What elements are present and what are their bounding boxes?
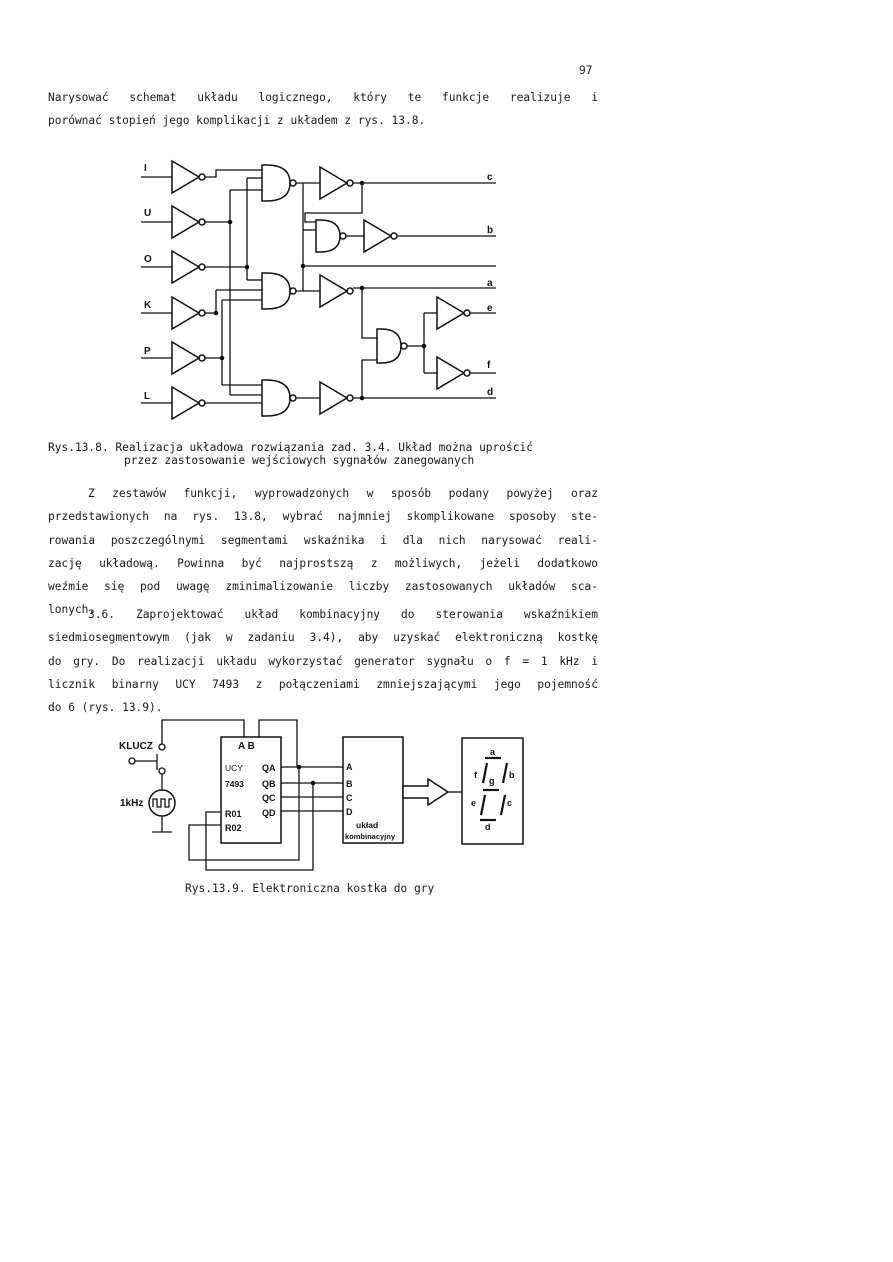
counter-qc: QC xyxy=(262,793,276,803)
figure-13-8-caption-line-2: przez zastosowanie wejściowych sygnałów zanegowanych xyxy=(124,454,475,467)
bus-arrow-icon xyxy=(403,779,448,805)
counter-qd: QD xyxy=(262,808,276,818)
segment-label-e: e xyxy=(471,798,477,808)
input-label-o: O xyxy=(144,254,152,265)
figure-13-8-caption-line-1: Rys.13.8. Realizacja układowa rozwiązania zad. 3.4. Układ można uprościć xyxy=(48,441,533,454)
output-label-e: e xyxy=(487,303,493,314)
paragraph-1-line-2: przedstawionych na rys. 13.8, wybrać najmniej skomplikowane sposoby ste- xyxy=(48,510,598,524)
comb-input-a: A xyxy=(346,762,353,772)
paragraph-2-line-5: do 6 (rys. 13.9). xyxy=(48,701,163,715)
counter-top-pins: A B xyxy=(238,741,255,752)
input-label-i: I xyxy=(144,163,147,174)
paragraph-2-line-2: siedmiosegmentowym (jak w zadaniu 3.4), aby uzyskać elektroniczną kostkę xyxy=(48,631,598,645)
key-label: KLUCZ xyxy=(119,741,153,752)
output-label-b: b xyxy=(487,225,494,236)
intro-line-1: Narysować schemat układu logicznego, który te funkcje realizuje i xyxy=(48,91,598,104)
input-label-k: K xyxy=(144,300,152,311)
generator-label: 1kHz xyxy=(120,798,144,809)
segment-label-c: c xyxy=(507,798,513,808)
output-label-a: a xyxy=(487,278,493,289)
input-label-u: U xyxy=(144,208,152,219)
counter-name-2: 7493 xyxy=(225,779,244,789)
output-label-f: f xyxy=(487,360,491,371)
comb-label-2: kombinacyjny xyxy=(345,832,396,841)
input-label-p: P xyxy=(144,346,151,357)
output-label-d: d xyxy=(487,387,494,398)
paragraph-1-line-3: rowania poszczególnymi segmentami wskaźnika i dla nich narysować reali- xyxy=(48,533,598,547)
comb-label-1: układ xyxy=(356,820,379,830)
intro-line-2: porównać stopień jego komplikacji z układem z rys. 13.8. xyxy=(48,114,426,128)
segment-label-f: f xyxy=(474,770,477,780)
segment-label-b: b xyxy=(509,770,515,780)
paragraph-1-line-5: weźmie się pod uwagę zminimalizowanie liczby zastosowanych układów sca- xyxy=(48,580,598,594)
comb-input-d: D xyxy=(346,807,353,817)
output-label-c: c xyxy=(487,172,493,183)
page-number: 97 xyxy=(579,64,593,77)
input-label-l: L xyxy=(144,391,151,402)
counter-name-1: UCY xyxy=(225,763,243,773)
counter-reset-2: R02 xyxy=(225,823,242,833)
figure-13-9-caption: Rys.13.9. Elektroniczna kostka do gry xyxy=(185,882,435,895)
segment-label-d: d xyxy=(485,822,491,832)
paragraph-1-line-1: Z zestawów funkcji, wyprowadzonych w sposób podany powyżej oraz xyxy=(88,487,598,500)
segment-label-g: g xyxy=(489,776,495,786)
counter-qa: QA xyxy=(262,763,276,773)
counter-qb: QB xyxy=(262,779,276,789)
comb-input-c: C xyxy=(346,793,353,803)
counter-reset-1: R01 xyxy=(225,809,242,819)
paragraph-2-line-3: do gry. Do realizacji układu wykorzystać generator sygnału o f = 1 kHz i xyxy=(48,654,598,668)
paragraph-1-line-4: zację układową. Powinna być najprostszą z możliwych, jeżeli dodatkowo xyxy=(48,556,598,570)
comb-input-b: B xyxy=(346,779,353,789)
paragraph-2-line-4: licznik binarny UCY 7493 z połączeniami zmniejszającymi jego pojemność xyxy=(48,677,598,691)
segment-label-a: a xyxy=(490,747,496,757)
paragraph-2-line-1: 3.6. Zaprojektować układ kombinacyjny do sterowania wskaźnikiem xyxy=(88,608,598,621)
paragraph-1-line-6: lonych. xyxy=(48,603,96,617)
